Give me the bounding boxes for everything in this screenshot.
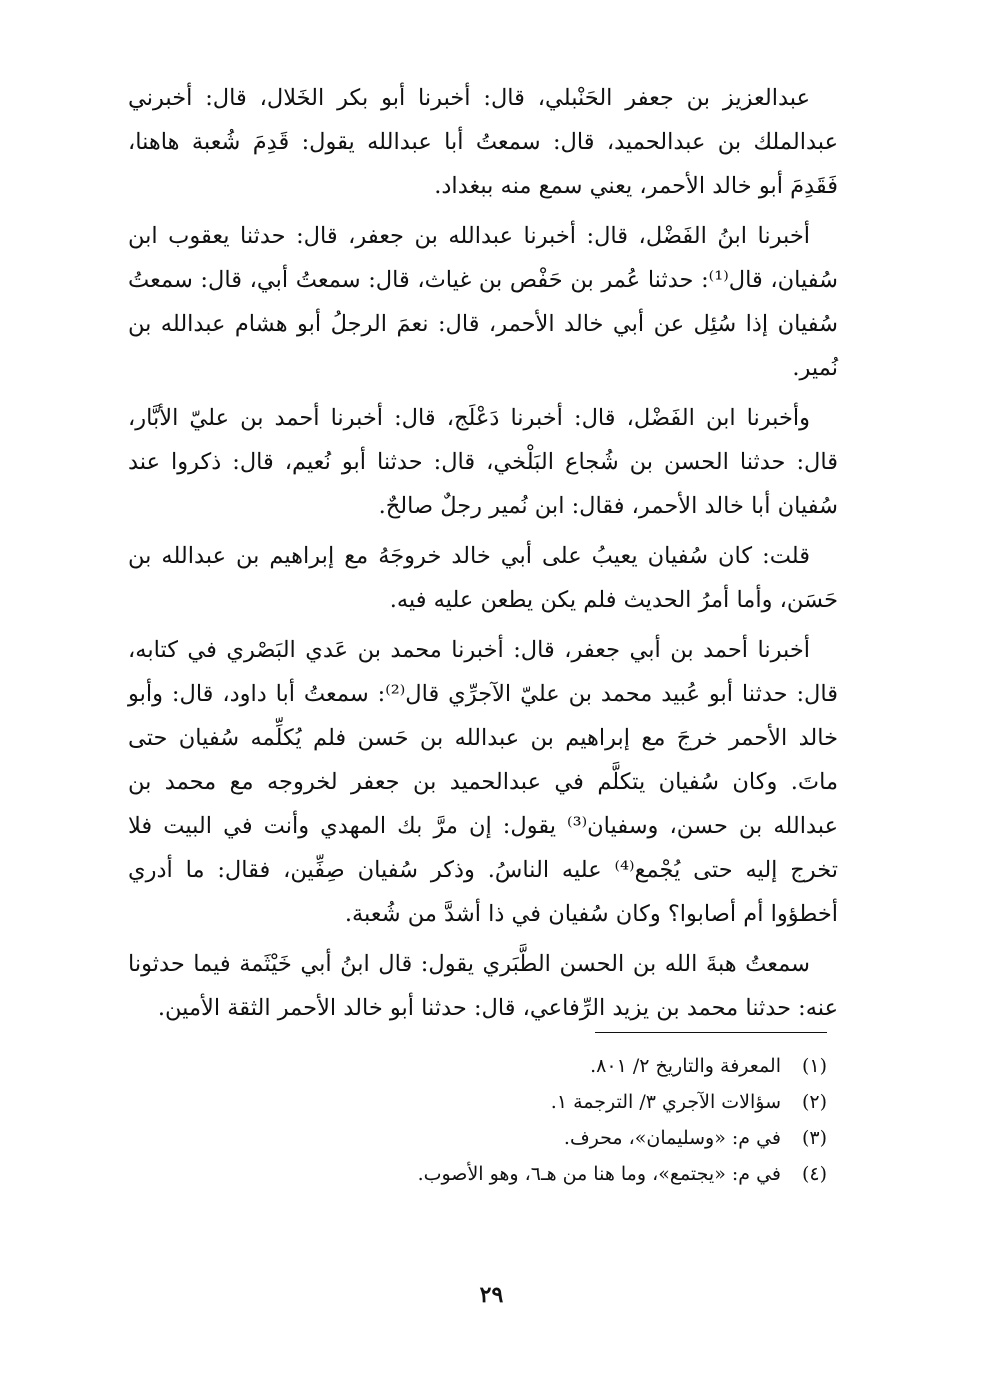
main-text — [128, 76, 838, 1036]
footnote-number: (٣) — [801, 1127, 827, 1149]
paragraph-3: وأخبرنا ابن الفَضْل، قال: أخبرنا دَعْلَج، قال: أخبرنا أحمد بن عليّ الأبَّار، قال: حدثنا الحسن بن شُجاع البَلْخي، قال: حدثنا أبو نُعيم، قال: ذكروا عند سُفيان أبا خالد الأحمر، فقال: ابن نُمير رجلٌ صالحٌ. — [128, 405, 838, 519]
page-number: ٢٩ — [479, 1282, 504, 1308]
footnote-number: (٢) — [801, 1091, 827, 1113]
footnote-number: (٤) — [801, 1163, 827, 1185]
paragraph-2: أخبرنا ابنُ الفَضْل، قال: أخبرنا عبدالله بن جعفر، قال: حدثنا يعقوب ابن سُفيان، قال⁽¹⁾: حدثنا عُمر بن حَفْص بن غياث، قال: سمعتُ أبي، قال: سمعتُ سُفيان إذا سُئِل عن أبي خالد الأحمر، قال: نعمَ الرجلُ أبو هشام عبدالله بن نُمير. — [128, 223, 838, 381]
footnote-2 — [300, 1084, 827, 1120]
paragraph-4: قلت: كان سُفيان يعيبُ على أبي خالد خروجَهُ مع إبراهيم بن عبدالله بن حَسَن، وأما أمرُ الحديث فلم يكن يطعن عليه فيه. — [128, 543, 838, 613]
footnote-separator — [595, 1032, 827, 1033]
footnote-text: المعرفة والتاريخ ٢/ ٨٠١. — [590, 1055, 781, 1077]
footnote-text: في م: «وسليمان»، محرف. — [563, 1127, 781, 1149]
footnote-3 — [300, 1120, 827, 1156]
footnote-1 — [300, 1048, 827, 1084]
footnote-number: (١) — [801, 1055, 827, 1077]
footnote-text: في م: «يجتمع»، وما هنا من هـ٦، وهو الأصوب. — [417, 1163, 781, 1185]
paragraph-6: سمعتُ هبةَ الله بن الحسن الطَّبَري يقول: قال ابنُ أبي خَيْثَمة فيما حدثونا عنه: حدثنا محمد بن يزيد الرِّفاعي، قال: حدثنا أبو خالد الأحمر الثقة الأمين. — [128, 951, 838, 1021]
footnote-4 — [300, 1156, 827, 1192]
footnotes-list — [300, 1048, 827, 1192]
paragraph-5: أخبرنا أحمد بن أبي جعفر، قال: أخبرنا محمد بن عَدي البَصْري في كتابه، قال: حدثنا أبو عُبيد محمد بن عليّ الآجرِّي قال⁽²⁾: سمعتُ أبا داود، قال: وأبو خالد الأحمر خرجَ مع إبراهيم بن عبدالله بن حَسن فلم يُكلِّمه سُفيان حتى ماتَ. وكان سُفيان يتكلَّم في عبدالحميد بن جعفر لخروجه مع محمد بن عبدالله بن حسن، وسفيان⁽³⁾ يقول: إن مرَّ بك المهدي وأنت في البيت فلا تخرج إليه حتى يُجْمع⁽⁴⁾ عليه الناسُ. وذكر سُفيان صِفِّين، فقال: ما أدري أخطؤوا أم أصابوا؟ وكان سُفيان في ذا أشدَّ من شُعبة. — [128, 637, 839, 927]
paragraph-1: عبدالعزيز بن جعفر الحَنْبلي، قال: أخبرنا أبو بكر الخَلال، قال: أخبرني عبدالملك بن عبدالحميد، قال: سمعتُ أبا عبدالله يقول: قَدِمَ شُعبة هاهنا، فَقَدِمَ أبو خالد الأحمر، يعني سمع منه ببغداد. — [128, 85, 838, 199]
footnote-text: سؤالات الآجري ٣/ الترجمة ١. — [550, 1091, 781, 1113]
